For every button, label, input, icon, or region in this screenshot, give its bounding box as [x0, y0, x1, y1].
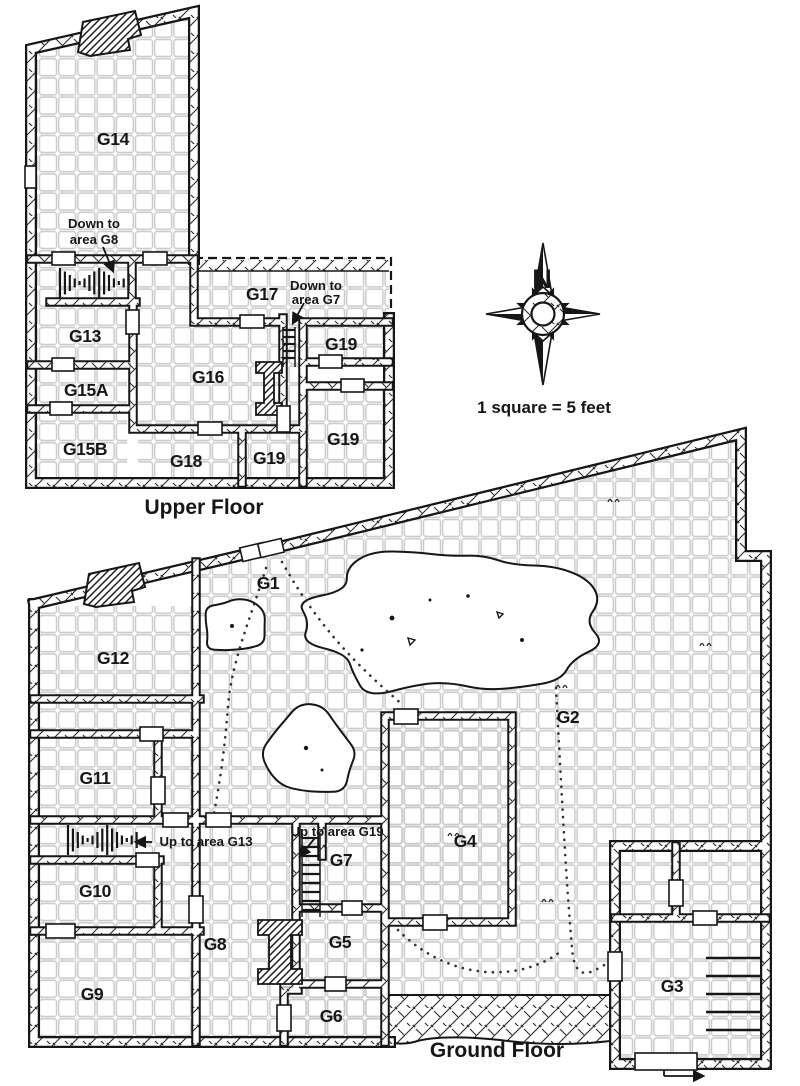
tree [206, 599, 265, 650]
rocky-edge [386, 995, 618, 1044]
room-label-g15b: G15B [62, 439, 108, 459]
tree-speck [520, 638, 524, 642]
tree-speck [466, 594, 470, 598]
annotation-down-g8-line1: Down to [67, 216, 121, 231]
floor-g3 [621, 852, 760, 1058]
room-label-g2: G2 [556, 707, 580, 727]
door [198, 422, 222, 435]
room-label-g12: G12 [97, 648, 129, 668]
door [277, 1005, 291, 1031]
exit-arrow [664, 1070, 703, 1076]
tree-speck [429, 599, 432, 602]
door [136, 853, 159, 867]
room-label-g16: G16 [192, 367, 224, 387]
tree-speck [304, 746, 308, 750]
annotation-down-g7-line2: area G7 [291, 292, 341, 307]
door [189, 896, 203, 923]
door-threshold [635, 1053, 697, 1070]
room-label-g3: G3 [660, 976, 684, 996]
door [206, 813, 231, 827]
tree-speck [321, 769, 324, 772]
door [52, 252, 75, 265]
door [669, 880, 683, 906]
room-label-g10: G10 [79, 881, 111, 901]
door [342, 901, 362, 915]
door [608, 952, 622, 981]
room-label-g6: G6 [319, 1006, 343, 1026]
annotation-up-g13: Up to area G13 [159, 834, 253, 849]
door [52, 358, 74, 371]
tree-speck [230, 624, 234, 628]
door [240, 315, 264, 328]
room-label-g19-s: G19 [253, 448, 285, 468]
annotation-down-g8-line2: area G8 [69, 232, 119, 247]
compass-ring-inner [532, 303, 555, 326]
room-label-g18: G18 [170, 451, 202, 471]
door [325, 977, 346, 991]
room-label-g14: G14 [97, 129, 129, 149]
door [394, 709, 418, 724]
room-label-g7: G7 [329, 850, 353, 870]
room-label-g4: G4 [453, 831, 477, 851]
door [126, 310, 139, 334]
room-label-g9: G9 [80, 984, 104, 1004]
door [341, 379, 364, 392]
ground-floor-title: Ground Floor [429, 1039, 565, 1062]
room-label-g15a: G15A [63, 380, 109, 400]
door [140, 727, 163, 741]
upper-floor-title: Upper Floor [144, 496, 264, 519]
compass-rose [486, 243, 600, 385]
room-label-g19-ne: G19 [325, 334, 357, 354]
tree-speck [360, 648, 363, 651]
tree-speck [390, 616, 395, 621]
door [50, 402, 72, 415]
window-slit [25, 166, 36, 188]
door [693, 911, 717, 925]
room-label-g17: G17 [246, 284, 278, 304]
door [46, 924, 75, 938]
room-label-g1: G1 [256, 573, 280, 593]
door [143, 252, 167, 265]
room-label-g13: G13 [69, 326, 101, 346]
scale-legend: 1 square = 5 feet [477, 398, 611, 417]
room-label-g5: G5 [328, 932, 352, 952]
door [423, 915, 447, 930]
porch-ground [84, 563, 145, 607]
room-label-g11: G11 [79, 768, 111, 788]
compass-north-label: N [532, 264, 552, 294]
ground-floor-floors [34, 441, 761, 1058]
door [319, 355, 342, 368]
room-label-g19-se: G19 [327, 429, 359, 449]
annotation-up-g19: Up to area G19 [290, 824, 384, 839]
room-label-g8: G8 [203, 934, 227, 954]
door [151, 777, 165, 804]
door [163, 813, 188, 827]
g17-wall-band [196, 260, 389, 271]
door [277, 406, 290, 432]
annotation-down-g7-line1: Down to [289, 278, 343, 293]
